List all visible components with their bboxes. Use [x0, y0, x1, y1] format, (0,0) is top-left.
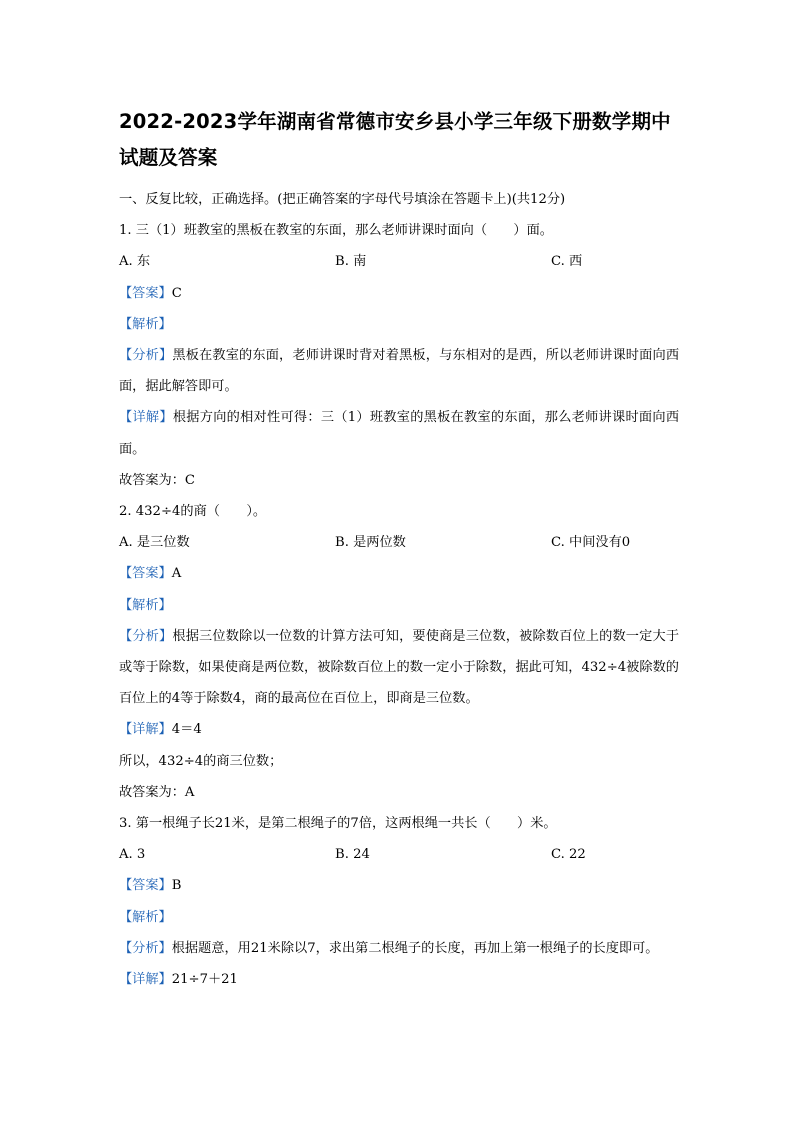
- final-answer: 故答案为：C: [119, 472, 196, 488]
- fenxi-paragraph: [119, 340, 679, 402]
- detail-text: 根据方向的相对性可得：三（1）班教室的黑板在教室的东面，那么老师讲课时面向西面。: [119, 410, 680, 457]
- option-b: B. 南: [335, 254, 367, 270]
- question-1: [119, 215, 679, 496]
- fenxi-text: 根据三位数除以一位数的计算方法可知，要使商是三位数，被除数百位上的数一定大于或等于除数，如果使商是两位数，被除数百位上的数一定小于除数，据此可知，432÷4被除数的百位上的4等于除数4，商的最高位在百位上，即商是三位数。: [119, 628, 680, 707]
- detail-tag: 【详解】: [119, 722, 172, 738]
- fenxi-text: 黑板在教室的东面，老师讲课时背对着黑板，与东相对的是西，所以老师讲课时面向西面，据此解答即可。: [119, 348, 680, 395]
- analysis-tag: 【解析】: [119, 316, 172, 332]
- fenxi-tag: 【分析】: [119, 628, 173, 644]
- detail-paragraph: [119, 714, 679, 745]
- answer-line: [119, 870, 679, 901]
- detail-paragraph: [119, 402, 679, 464]
- fenxi-paragraph: [119, 933, 679, 964]
- detail-paragraph: [119, 964, 679, 995]
- detail-text: 21÷7＋21: [171, 972, 238, 988]
- option-b: B. 是两位数: [335, 535, 406, 551]
- detail-tag: 【详解】: [119, 410, 173, 426]
- answer-value: B: [171, 878, 182, 894]
- question-stem: 1. 三（1）班教室的黑板在教室的东面，那么老师讲课时面向（ ）面。: [119, 223, 553, 239]
- document-page: [119, 104, 679, 995]
- answer-value: C: [171, 285, 182, 301]
- extra-line: 所以，432÷4的商三位数；: [119, 753, 283, 769]
- analysis-line: [119, 590, 679, 621]
- analysis-line: [119, 902, 679, 933]
- option-c: C. 西: [551, 254, 583, 270]
- answer-line: [119, 278, 679, 309]
- answer-line: [119, 558, 679, 589]
- fenxi-tag: 【分析】: [119, 348, 173, 364]
- detail-tag: 【详解】: [119, 972, 172, 988]
- answer-tag: 【答案】: [119, 566, 172, 582]
- question-3: [119, 808, 679, 995]
- answer-value: A: [171, 566, 182, 582]
- option-a: A. 是三位数: [119, 535, 190, 551]
- question-stem: 3. 第一根绳子长21米，是第二根绳子的7倍，这两根绳一共长（ ）米。: [119, 816, 557, 832]
- option-b: B. 24: [335, 847, 370, 863]
- document-title: 2022-2023学年湖南省常德市安乡县小学三年级下册数学期中试题及答案: [119, 110, 671, 169]
- question-2: [119, 496, 679, 808]
- fenxi-paragraph: [119, 621, 679, 715]
- fenxi-text: 根据题意，用21米除以7，求出第二根绳子的长度，再加上第一根绳子的长度即可。: [171, 940, 659, 956]
- option-c: C. 22: [551, 847, 586, 863]
- option-a: A. 3: [119, 847, 146, 863]
- fenxi-tag: 【分析】: [119, 940, 172, 956]
- question-stem: 2. 432÷4的商（ ）。: [119, 504, 267, 520]
- answer-tag: 【答案】: [119, 285, 172, 301]
- section-heading-1: 一、反复比较，正确选择。(把正确答案的字母代号填涂在答题卡上)(共12分): [119, 192, 566, 207]
- answer-tag: 【答案】: [119, 878, 172, 894]
- question-options: [119, 839, 679, 870]
- question-options: [119, 246, 679, 277]
- detail-text: 4＝4: [171, 722, 202, 738]
- analysis-line: [119, 309, 679, 340]
- option-a: A. 东: [119, 254, 151, 270]
- analysis-tag: 【解析】: [119, 909, 172, 925]
- question-options: [119, 527, 679, 558]
- final-answer: 故答案为：A: [119, 784, 195, 800]
- option-c: C. 中间没有0: [551, 535, 631, 551]
- analysis-tag: 【解析】: [119, 597, 172, 613]
